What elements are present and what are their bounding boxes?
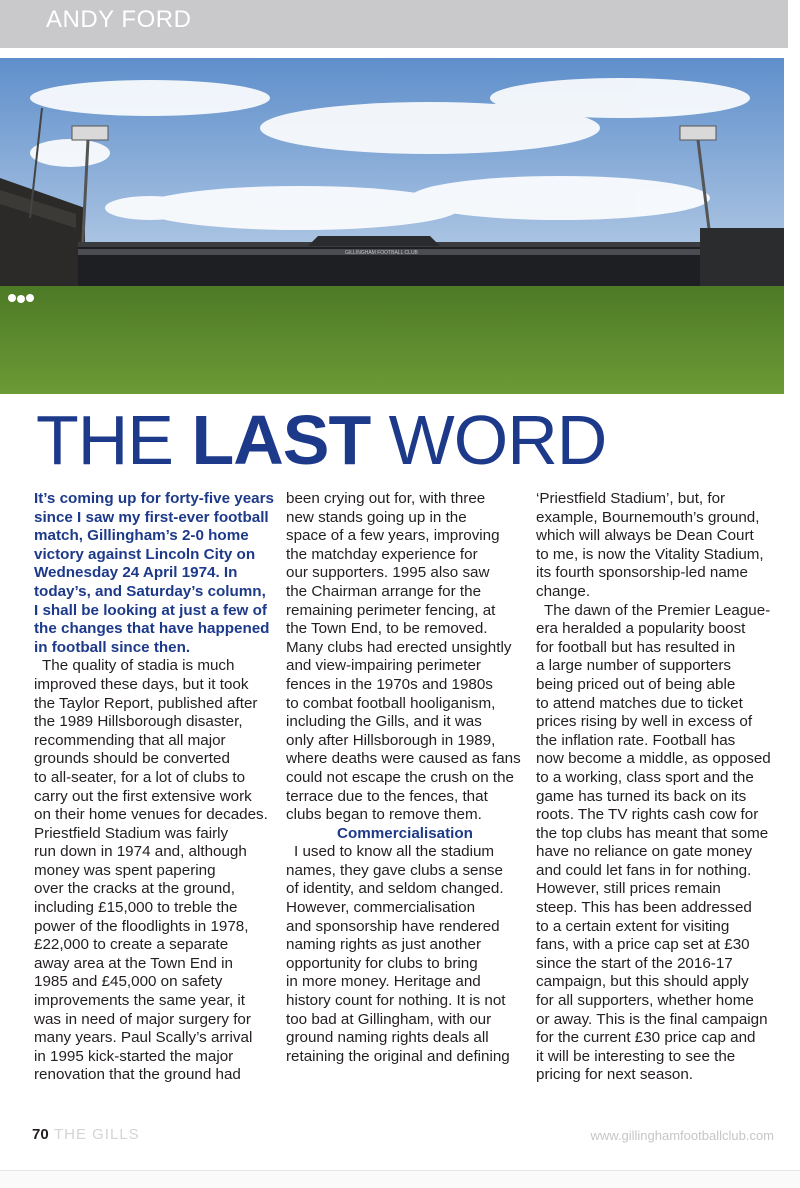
text-line: to a working, class sport and the — [536, 768, 754, 786]
text-line: where deaths were caused as fans — [286, 750, 521, 768]
text-line: since the start of the 2016-17 — [536, 954, 733, 972]
text-line: new stands going up in the — [286, 508, 467, 526]
text-line: and view-impairing perimeter — [286, 657, 481, 675]
text-line: naming rights as just another — [286, 936, 482, 954]
text-line: match, Gillingham’s 2-0 home — [34, 527, 249, 545]
headline-word-the: THE — [36, 401, 173, 479]
floodlight-left — [72, 126, 108, 140]
text-line: roots. The TV rights cash cow for — [536, 806, 759, 824]
page-edge — [0, 1170, 800, 1188]
text-line: in more money. Heritage and — [286, 973, 481, 991]
text-line: to combat football hooliganism, — [286, 694, 496, 712]
text-line: names, they gave clubs a sense — [286, 861, 503, 879]
author-name: ANDY FORD — [46, 6, 192, 33]
text-line: which will always be Dean Court — [536, 527, 754, 545]
text-line: I shall be looking at just a few of — [34, 601, 267, 619]
body-paragraph — [536, 602, 780, 1085]
text-line: era heralded a popularity boost — [536, 620, 746, 638]
text-line: to attend matches due to ticket — [536, 694, 743, 712]
text-line: the changes that have happened — [34, 620, 270, 638]
text-line: of identity, and seldom changed. — [286, 880, 504, 898]
text-line: steep. This has been addressed — [536, 899, 752, 917]
text-line: renovation that the ground had — [34, 1066, 241, 1084]
text-line: The dawn of the Premier League- — [544, 601, 771, 619]
stand-sign: GILLINGHAM FOOTBALL CLUB — [345, 250, 418, 256]
text-line: grounds should be converted — [34, 750, 230, 768]
text-line: only after Hillsborough in 1989, — [286, 731, 496, 749]
text-line: Priestfield Stadium was fairly — [34, 824, 229, 842]
text-line: However, commercialisation — [286, 899, 476, 917]
text-line: game has turned its back on its — [536, 787, 747, 805]
text-line: was in need of major surgery for — [34, 1010, 251, 1028]
text-line: pricing for next season. — [536, 1066, 694, 1084]
text-line: £22,000 to create a separate — [34, 936, 229, 954]
body-paragraph — [286, 843, 524, 1066]
text-line: retaining the original and defining — [286, 1047, 510, 1065]
text-line: or away. This is the final campaign — [536, 1010, 768, 1028]
text-line: since I saw my first-ever football — [34, 508, 269, 526]
text-line: ground naming rights deals all — [286, 1029, 489, 1047]
text-line: run down in 1974 and, although — [34, 843, 247, 861]
text-line: to a certain extent for visiting — [536, 917, 730, 935]
text-line: recommending that all major — [34, 731, 226, 749]
text-line: The quality of stadia is much — [42, 657, 235, 675]
text-line: Wednesday 24 April 1974. In — [34, 564, 238, 582]
text-line: the top clubs has meant that some — [536, 824, 769, 842]
page-footer — [0, 1124, 784, 1150]
text-line: it will be interesting to see the — [536, 1047, 736, 1065]
text-line: in football since then. — [34, 638, 191, 656]
text-line: I used to know all the stadium — [294, 843, 495, 861]
text-line: clubs began to remove them. — [286, 806, 482, 824]
text-line: now become a middle, as opposed — [536, 750, 771, 768]
text-line: and could let fans in for nothing. — [536, 861, 752, 879]
text-line: carry out the first extensive work — [34, 787, 252, 805]
stadium-illustration — [0, 58, 784, 394]
text-line: campaign, but this should apply — [536, 973, 749, 991]
text-line: the Taylor Report, published after — [34, 694, 258, 712]
text-line: the matchday experience for — [286, 545, 478, 563]
text-line: for the current £30 price cap and — [536, 1029, 756, 1047]
text-line: away area at the Town End in — [34, 954, 233, 972]
text-line: to all-seater, for a lot of clubs to — [34, 768, 246, 786]
stadium-photo — [0, 58, 784, 394]
text-line: for football but has resulted in — [536, 638, 736, 656]
text-line: a large number of supporters — [536, 657, 732, 675]
headline — [36, 400, 606, 480]
text-line: and sponsorship have rendered — [286, 917, 500, 935]
text-line: However, still prices remain — [536, 880, 721, 898]
text-line: to me, is now the Vitality Stadium, — [536, 545, 764, 563]
pitch — [0, 286, 784, 394]
text-line: could not escape the crush on the — [286, 768, 514, 786]
text-line: remaining perimeter fencing, at — [286, 601, 496, 619]
article-column-1 — [34, 490, 274, 1085]
text-line: too bad at Gillingham, with our — [286, 1010, 492, 1028]
text-line: our supporters. 1995 also saw — [286, 564, 490, 582]
text-line: improvements the same year, it — [34, 992, 246, 1010]
text-line: space of a few years, improving — [286, 527, 500, 545]
text-line: fans, with a price cap set at £30 — [536, 936, 750, 954]
page-number: 70 — [32, 1126, 49, 1143]
footballs — [8, 294, 34, 303]
text-line: the inflation rate. Football has — [536, 731, 736, 749]
text-line: many years. Paul Scally’s arrival — [34, 1029, 253, 1047]
body-paragraph — [536, 490, 780, 602]
text-line: ‘Priestfield Stadium’, but, for — [536, 490, 726, 507]
text-line: the 1989 Hillsborough disaster, — [34, 713, 243, 731]
text-line: the Town End, to be removed. — [286, 620, 488, 638]
text-line: 1985 and £45,000 on safety — [34, 973, 223, 991]
text-line: on their home venues for decades. — [34, 806, 268, 824]
body-paragraph — [286, 490, 524, 825]
text-line: example, Bournemouth’s ground, — [536, 508, 760, 526]
magazine-name: THE GILLS — [54, 1126, 140, 1143]
text-line: been crying out for, with three — [286, 490, 486, 507]
text-line: including the Gills, and it was — [286, 713, 482, 731]
header-bar — [0, 0, 788, 48]
text-line: in 1995 kick-started the major — [34, 1047, 234, 1065]
text-line: money was spent papering — [34, 861, 216, 879]
text-line: terrace due to the fences, that — [286, 787, 488, 805]
article-column-3 — [536, 490, 780, 1085]
website-url: www.gillinghamfootballclub.com — [590, 1128, 774, 1143]
article-column-2 — [286, 490, 524, 1066]
text-line: for all supporters, whether home — [536, 992, 754, 1010]
text-line: prices rising by well in excess of — [536, 713, 753, 731]
text-line: history count for nothing. It is not — [286, 992, 506, 1010]
text-line: It’s coming up for forty-five years — [34, 490, 274, 507]
text-line: over the cracks at the ground, — [34, 880, 235, 898]
text-line: fences in the 1970s and 1980s — [286, 675, 493, 693]
text-line: opportunity for clubs to bring — [286, 954, 478, 972]
body-paragraph — [34, 657, 274, 1085]
headline-word-last: LAST — [191, 401, 371, 479]
intro-paragraph — [34, 490, 274, 657]
text-line: have no reliance on gate money — [536, 843, 753, 861]
text-line: being priced out of being able — [536, 675, 736, 693]
text-line: the Chairman arrange for the — [286, 582, 482, 600]
text-line: improved these days, but it took — [34, 675, 249, 693]
text-line: power of the floodlights in 1978, — [34, 917, 249, 935]
floodlight-right — [680, 126, 716, 140]
text-line: today’s, and Saturday’s column, — [34, 582, 266, 600]
text-line: victory against Lincoln City on — [34, 545, 256, 563]
section-subheading: Commercialisation — [337, 824, 473, 842]
text-line: its fourth sponsorship-led name — [536, 564, 748, 582]
text-line: change. — [536, 582, 591, 600]
headline-word-word: WORD — [388, 401, 607, 479]
text-line: Many clubs had erected unsightly — [286, 638, 512, 656]
text-line: including £15,000 to treble the — [34, 899, 238, 917]
